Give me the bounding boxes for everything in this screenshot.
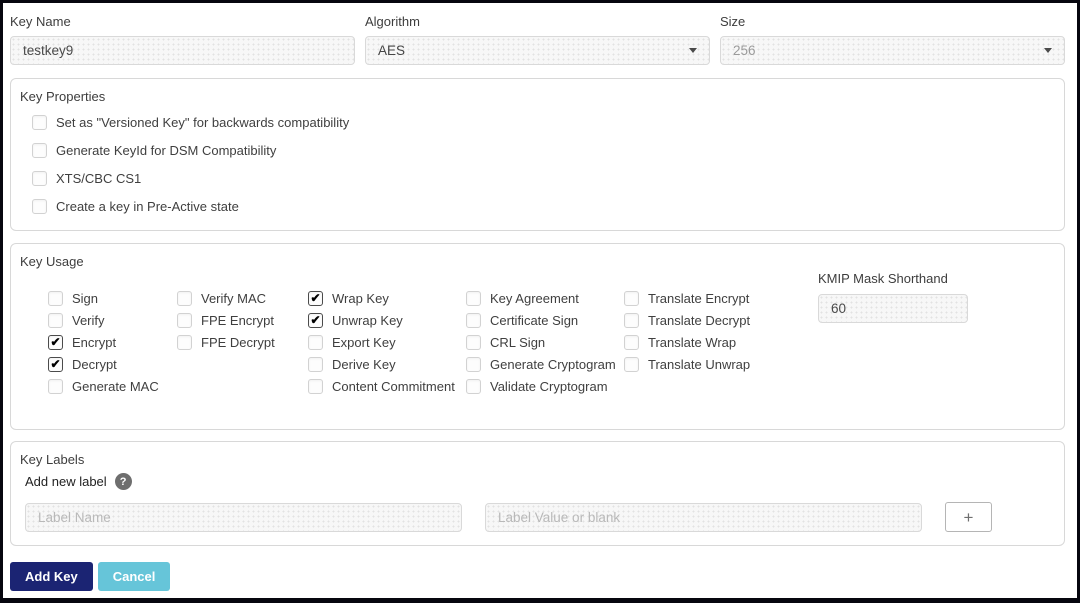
checkbox-item-generate-keyid-for-dsm-compatibility[interactable] [32, 136, 349, 164]
checkbox-key-agreement[interactable] [466, 291, 481, 306]
kmip-mask-label: KMIP Mask Shorthand [818, 271, 948, 286]
checkbox-item-translate-wrap[interactable] [624, 331, 814, 353]
checkbox-translate-decrypt[interactable] [624, 313, 639, 328]
checkbox-item-validate-cryptogram[interactable] [466, 375, 624, 397]
key-name-input[interactable] [10, 36, 355, 65]
chevron-down-icon [1044, 48, 1052, 53]
key-usage-column-5 [624, 287, 814, 375]
label-name-wrap [25, 503, 462, 532]
key-properties-title: Key Properties [20, 89, 106, 104]
checkbox-label-verify: Verify [72, 312, 105, 328]
checkbox-label-verify-mac: Verify MAC [201, 290, 267, 306]
algorithm-label: Algorithm [365, 14, 420, 29]
key-usage-column-2 [177, 287, 308, 353]
checkbox-derive-key[interactable] [308, 357, 323, 372]
checkbox-label-translate-decrypt: Translate Decrypt [648, 312, 751, 328]
checkbox-item-xts-cbc-cs1[interactable] [32, 164, 349, 192]
checkbox-item-set-as-versioned-key-for-backwards-compatibility[interactable] [32, 108, 349, 136]
label-value-input[interactable] [485, 503, 922, 532]
checkbox-generate-keyid-for-dsm-compatibility[interactable] [32, 143, 47, 158]
checkbox-xts-cbc-cs1[interactable] [32, 171, 47, 186]
checkbox-item-generate-mac[interactable] [48, 375, 177, 397]
kmip-mask-group [818, 272, 968, 323]
checkbox-item-derive-key[interactable] [308, 353, 466, 375]
chevron-down-icon [689, 48, 697, 53]
algorithm-value: AES [378, 43, 406, 58]
checkbox-label-xts-cbc-cs1: XTS/CBC CS1 [56, 170, 142, 186]
cancel-button[interactable]: Cancel [98, 562, 171, 591]
checkbox-item-fpe-encrypt[interactable] [177, 309, 308, 331]
form-actions [10, 562, 170, 591]
size-select[interactable] [720, 36, 1065, 65]
checkbox-item-key-agreement[interactable] [466, 287, 624, 309]
checkbox-verify[interactable] [48, 313, 63, 328]
checkbox-label-content-commitment: Content Commitment [332, 378, 455, 394]
checkbox-label-crl-sign: CRL Sign [490, 334, 546, 350]
kmip-mask-input[interactable] [818, 294, 968, 323]
add-label-button[interactable]: + [945, 502, 992, 532]
checkbox-export-key[interactable] [308, 335, 323, 350]
checkbox-label-key-agreement: Key Agreement [490, 290, 579, 306]
checkbox-item-unwrap-key[interactable] [308, 309, 466, 331]
key-usage-grid [48, 287, 814, 397]
checkbox-item-certificate-sign[interactable] [466, 309, 624, 331]
checkbox-crl-sign[interactable] [466, 335, 481, 350]
key-properties-panel [10, 78, 1065, 231]
checkbox-validate-cryptogram[interactable] [466, 379, 481, 394]
checkbox-label-certificate-sign: Certificate Sign [490, 312, 579, 328]
checkbox-item-crl-sign[interactable] [466, 331, 624, 353]
checkbox-item-sign[interactable] [48, 287, 177, 309]
checkbox-label-translate-unwrap: Translate Unwrap [648, 356, 751, 372]
checkbox-unwrap-key[interactable] [308, 313, 323, 328]
key-name-label: Key Name [10, 14, 71, 29]
add-new-label-text: Add new label [25, 474, 107, 489]
checkbox-certificate-sign[interactable] [466, 313, 481, 328]
checkbox-decrypt[interactable] [48, 357, 63, 372]
key-properties-list [32, 108, 349, 220]
checkbox-translate-unwrap[interactable] [624, 357, 639, 372]
key-usage-column-1 [48, 287, 177, 397]
checkbox-label-generate-cryptogram: Generate Cryptogram [490, 356, 616, 372]
key-name-field-group [10, 15, 355, 65]
label-inputs-row [25, 502, 992, 532]
key-usage-column-4 [466, 287, 624, 397]
checkbox-item-encrypt[interactable] [48, 331, 177, 353]
checkbox-label-fpe-encrypt: FPE Encrypt [201, 312, 274, 328]
checkbox-label-validate-cryptogram: Validate Cryptogram [490, 378, 608, 394]
checkbox-item-translate-decrypt[interactable] [624, 309, 814, 331]
checkbox-label-create-a-key-in-pre-active-state: Create a key in Pre-Active state [56, 198, 239, 214]
checkbox-label-export-key: Export Key [332, 334, 396, 350]
checkbox-wrap-key[interactable] [308, 291, 323, 306]
checkbox-item-generate-cryptogram[interactable] [466, 353, 624, 375]
checkbox-item-wrap-key[interactable] [308, 287, 466, 309]
checkbox-label-decrypt: Decrypt [72, 356, 117, 372]
checkbox-item-create-a-key-in-pre-active-state[interactable] [32, 192, 349, 220]
label-value-wrap [485, 503, 922, 532]
checkbox-label-derive-key: Derive Key [332, 356, 396, 372]
size-field-group [720, 15, 1065, 65]
checkbox-label-sign: Sign [72, 290, 99, 306]
help-icon[interactable]: ? [115, 473, 132, 490]
checkbox-item-decrypt[interactable] [48, 353, 177, 375]
add-new-label-row [25, 473, 132, 490]
checkbox-fpe-encrypt[interactable] [177, 313, 192, 328]
checkbox-label-translate-wrap: Translate Wrap [648, 334, 737, 350]
algorithm-field-group [365, 15, 710, 65]
checkbox-translate-wrap[interactable] [624, 335, 639, 350]
label-name-input[interactable] [25, 503, 462, 532]
checkbox-item-translate-unwrap[interactable] [624, 353, 814, 375]
key-usage-title: Key Usage [20, 254, 84, 269]
checkbox-fpe-decrypt[interactable] [177, 335, 192, 350]
checkbox-item-verify[interactable] [48, 309, 177, 331]
checkbox-verify-mac[interactable] [177, 291, 192, 306]
checkbox-item-export-key[interactable] [308, 331, 466, 353]
key-usage-panel [10, 243, 1065, 430]
checkbox-label-set-as-versioned-key-for-backwards-compatibility: Set as "Versioned Key" for backwards compatibility [56, 114, 350, 130]
checkbox-label-generate-mac: Generate MAC [72, 378, 159, 394]
checkbox-translate-encrypt[interactable] [624, 291, 639, 306]
size-label: Size [720, 14, 746, 29]
checkbox-label-fpe-decrypt: FPE Decrypt [201, 334, 275, 350]
checkbox-create-a-key-in-pre-active-state[interactable] [32, 199, 47, 214]
checkbox-label-unwrap-key: Unwrap Key [332, 312, 403, 328]
checkbox-label-generate-keyid-for-dsm-compatibility: Generate KeyId for DSM Compatibility [56, 142, 277, 158]
key-labels-panel [10, 441, 1065, 546]
key-labels-title: Key Labels [20, 452, 85, 467]
checkbox-set-as-versioned-key-for-backwards-compatibility[interactable] [32, 115, 47, 130]
checkbox-sign[interactable] [48, 291, 63, 306]
checkbox-label-wrap-key: Wrap Key [332, 290, 389, 306]
checkbox-item-content-commitment[interactable] [308, 375, 466, 397]
checkbox-generate-mac[interactable] [48, 379, 63, 394]
add-key-button[interactable]: Add Key [10, 562, 93, 591]
key-usage-column-3 [308, 287, 466, 397]
checkbox-label-encrypt: Encrypt [72, 334, 117, 350]
checkbox-item-translate-encrypt[interactable] [624, 287, 814, 309]
checkbox-item-fpe-decrypt[interactable] [177, 331, 308, 353]
algorithm-select[interactable] [365, 36, 710, 65]
top-fields-row [10, 15, 1065, 65]
checkbox-generate-cryptogram[interactable] [466, 357, 481, 372]
checkbox-content-commitment[interactable] [308, 379, 323, 394]
checkbox-encrypt[interactable] [48, 335, 63, 350]
checkbox-label-translate-encrypt: Translate Encrypt [648, 290, 750, 306]
size-value: 256 [733, 43, 756, 58]
checkbox-item-verify-mac[interactable] [177, 287, 308, 309]
